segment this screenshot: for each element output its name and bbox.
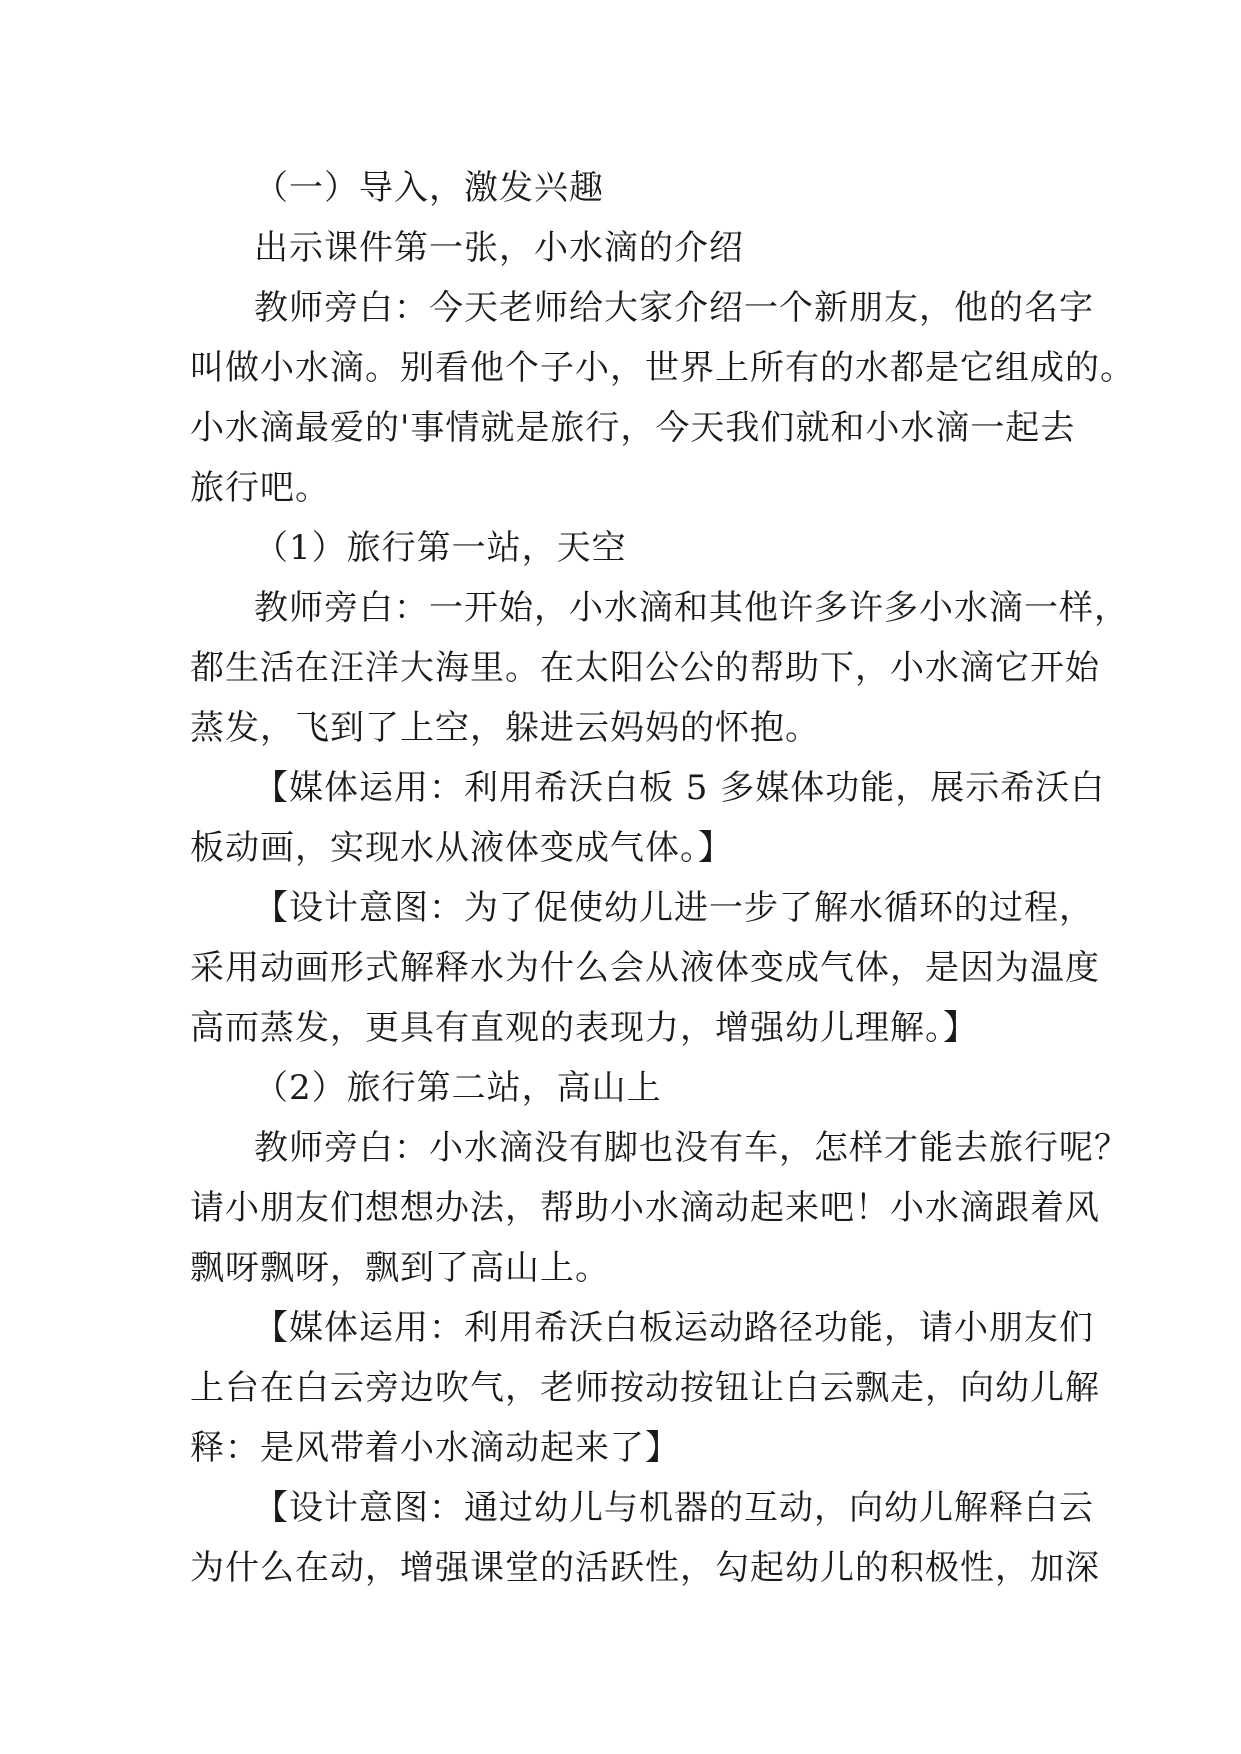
document-body — [190, 158, 1135, 1598]
media-note-line: 板动画，实现水从液体变成气体。】 — [190, 828, 733, 868]
media-note-line: 【媒体运用：利用希沃白板运动路径功能，请小朋友们 — [254, 1308, 1094, 1348]
design-note-line: 为什么在动，增强课堂的活跃性，勾起幼儿的积极性，加深 — [190, 1548, 1100, 1588]
paragraph-line: 请小朋友们想想办法，帮助小水滴动起来吧！小水滴跟着风 — [190, 1188, 1100, 1228]
paragraph-line: 教师旁白：一开始，小水滴和其他许多许多小水滴一样， — [254, 588, 1129, 628]
design-note-line: 【设计意图：为了促使幼儿进一步了解水循环的过程， — [254, 888, 1094, 928]
subsection-heading: （2）旅行第二站，高山上 — [254, 1068, 662, 1108]
media-note-line: 【媒体运用：利用希沃白板 5 多媒体功能，展示希沃白 — [254, 768, 1106, 808]
paragraph-line: 教师旁白：小水滴没有脚也没有车，怎样才能去旅行呢？ — [254, 1128, 1129, 1168]
paragraph-line: 蒸发，飞到了上空，躲进云妈妈的怀抱。 — [190, 708, 820, 748]
paragraph-line: 都生活在汪洋大海里。在太阳公公的帮助下，小水滴它开始 — [190, 648, 1100, 688]
paragraph-line: 飘呀飘呀，飘到了高山上。 — [190, 1248, 610, 1288]
media-note-line: 释：是风带着小水滴动起来了】 — [190, 1428, 680, 1468]
paragraph-line: 出示课件第一张，小水滴的介绍 — [254, 228, 744, 268]
paragraph-line: 旅行吧。 — [190, 468, 330, 508]
paragraph-line: 叫做小水滴。别看他个子小，世界上所有的水都是它组成的。 — [190, 348, 1135, 388]
design-note-line: 【设计意图：通过幼儿与机器的互动，向幼儿解释白云 — [254, 1488, 1094, 1528]
design-note-line: 高而蒸发，更具有直观的表现力，增强幼儿理解。】 — [190, 1008, 978, 1048]
paragraph-line: 教师旁白：今天老师给大家介绍一个新朋友，他的名字 — [254, 288, 1094, 328]
design-note-line: 采用动画形式解释水为什么会从液体变成气体，是因为温度 — [190, 948, 1100, 988]
paragraph-line: 小水滴最爱的'事情就是旅行，今天我们就和小水滴一起去 — [190, 408, 1076, 448]
section-heading: （一）导入，激发兴趣 — [254, 168, 604, 208]
subsection-heading: （1）旅行第一站，天空 — [254, 528, 627, 568]
media-note-line: 上台在白云旁边吹气，老师按动按钮让白云飘走，向幼儿解 — [190, 1368, 1100, 1408]
